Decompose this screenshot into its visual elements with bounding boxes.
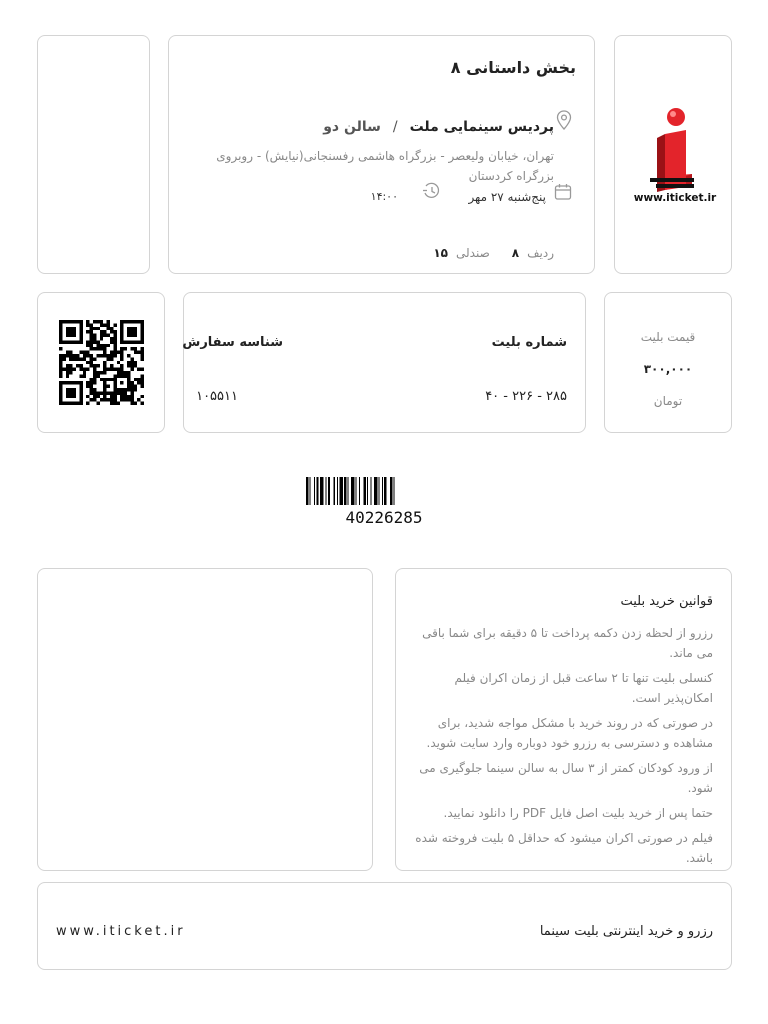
row-value: ۸ (511, 246, 520, 260)
empty-panel-top (37, 35, 150, 274)
barcode (306, 477, 462, 505)
qr-code (57, 320, 146, 405)
barcode-number: 40226285 (345, 508, 423, 527)
rule-item: حتما پس از خرید بلیت اصل فایل PDF را دانلود نمایید. (443, 806, 713, 820)
hall-name: سالن دو (323, 119, 381, 135)
ticket-number-label: شماره بلیت (491, 335, 567, 350)
cinema-name: پردیس سینمایی ملت (409, 119, 554, 135)
order-id-label: شناسه سفارش (182, 335, 283, 350)
showtime-info-card (168, 35, 595, 274)
cinema-line (323, 119, 554, 135)
logo-url: www.iticket.ir (633, 192, 717, 204)
footer-website-link[interactable]: www.iticket.ir (56, 924, 186, 939)
price-value: ۳۰۰,۰۰۰ (643, 362, 693, 376)
iticket-logo (630, 104, 720, 208)
footer-slogan: رزرو و خرید اینترنتی بلیت سینما (539, 924, 713, 939)
cinema-address: تهران، خیابان ولیعصر - بزرگراه هاشمی رفسنجانی(نیایش) - روبروی بزرگراه کردستان (216, 149, 554, 183)
clock-icon (422, 182, 442, 200)
rule-item: در صورتی که در روند خرید با مشکل مواجه شدید، برای مشاهده و دسترسی به رزرو خود دوباره وارد سایت شوید. (426, 716, 713, 750)
price-label: قیمت بلیت (640, 330, 696, 344)
rules-list (413, 623, 713, 873)
seat-info (433, 246, 554, 260)
brand-logo-card (614, 35, 732, 274)
purchase-rules-card (395, 568, 732, 871)
seat-label: صندلی (455, 246, 490, 260)
rule-item: کنسلی بلیت تنها تا ۲ ساعت قبل از زمان اکران فیلم امکان‌پذیر است. (454, 671, 713, 705)
show-date: پنج‌شنبه ۲۷ مهر (468, 190, 546, 204)
ticket-number-value: ۲۸۵ - ۲۲۶ - ۴۰ (485, 389, 567, 404)
footer-card (37, 882, 732, 970)
rule-item: از ورود کودکان کمتر از ۳ سال به سالن سینما جلوگیری می شود. (419, 761, 713, 795)
qr-code-card (37, 292, 165, 433)
calendar-icon (554, 183, 572, 201)
row-label: ردیف (527, 246, 554, 260)
movie-title: بخش داستانی ۸ (450, 58, 576, 77)
rule-item: رزرو از لحظه زدن دکمه پرداخت تا ۵ دقیقه برای شما باقی می ماند. (422, 626, 713, 660)
order-id-value: ۱۰۵۵۱۱ (196, 389, 238, 404)
empty-panel-bottom (37, 568, 373, 871)
ticket-id-card (183, 292, 586, 433)
price-currency: تومان (653, 394, 683, 408)
location-pin-icon (556, 110, 572, 130)
price-card (604, 292, 732, 433)
rule-item: فیلم در صورتی اکران میشود که حداقل ۵ بلیت فروخته شده باشد. (415, 831, 713, 865)
seat-value: ۱۵ (433, 246, 448, 260)
rules-title: قوانین خرید بلیت (620, 594, 713, 609)
show-time: ۱۴:۰۰ (370, 190, 398, 203)
cinema-separator: / (392, 119, 398, 135)
